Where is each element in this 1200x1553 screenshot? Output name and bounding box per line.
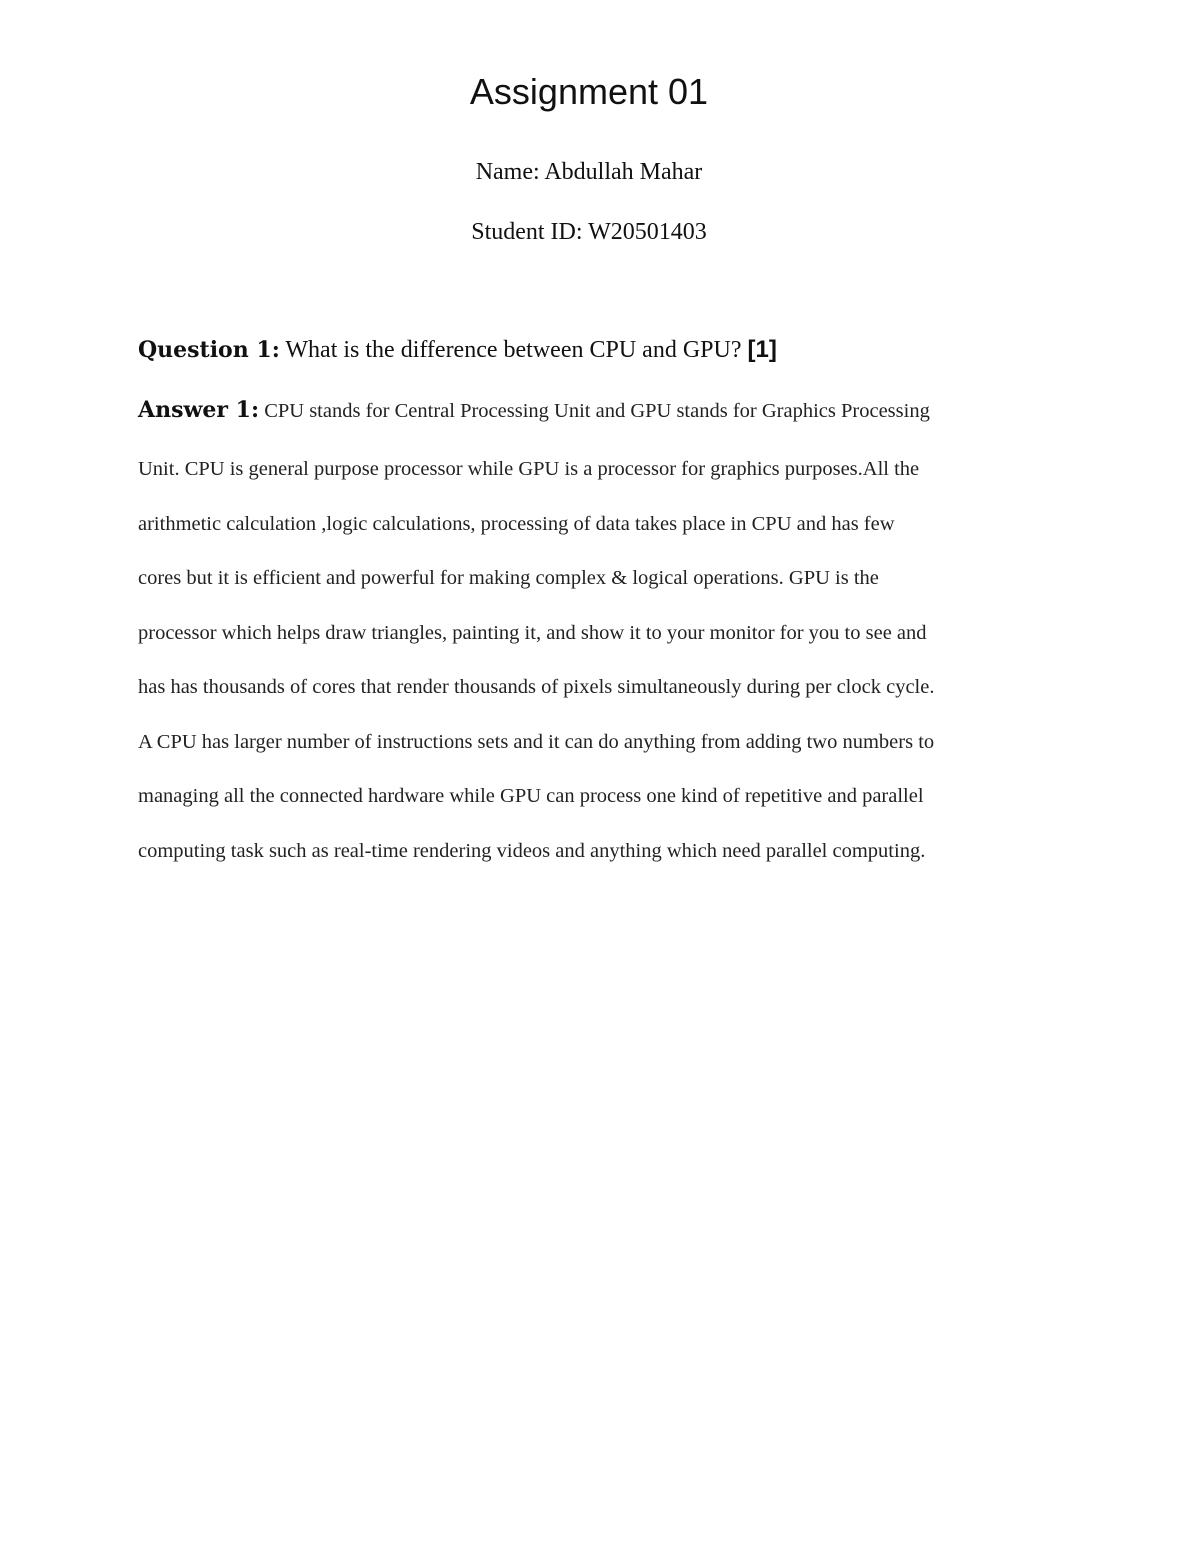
answer-line: A CPU has larger number of instructions sets and it can do anything from adding two numbers to (138, 730, 935, 753)
answer-line: arithmetic calculation ,logic calculations, processing of data takes place in CPU and has few (138, 512, 895, 535)
answer-line: Unit. CPU is general purpose processor while GPU is a processor for graphics purposes.All the (138, 458, 920, 480)
answer-line: managing all the connected hardware while GPU can process one kind of repetitive and parallel (138, 785, 924, 807)
answer-line (138, 394, 1058, 442)
question-label: Question 1: (138, 337, 280, 363)
question-1 (138, 334, 1078, 366)
answer-label: Answer 1: (138, 397, 260, 423)
student-id: Student ID: W20501403 (471, 219, 707, 245)
answer-line: has has thousands of cores that render thousands of pixels simultaneously during per clock cycle. (138, 676, 935, 698)
answer-line: processor which helps draw triangles, painting it, and show it to your monitor for you to see and (138, 621, 927, 644)
answer-text: CPU stands for Central Processing Unit and GPU stands for Graphics Processing (259, 400, 930, 422)
answer-line: cores but it is efficient and powerful for making complex & logical operations. GPU is the (138, 567, 879, 589)
answer-1 (138, 394, 1058, 878)
document-title: Assignment 01 (469, 71, 709, 112)
question-text: What is the difference between CPU and GPU? (279, 337, 748, 363)
student-name: Name: Abdullah Mahar (475, 159, 703, 185)
question-marks: [1] (747, 336, 777, 363)
answer-line: computing task such as real-time rendering videos and anything which need parallel computing. (138, 839, 926, 862)
